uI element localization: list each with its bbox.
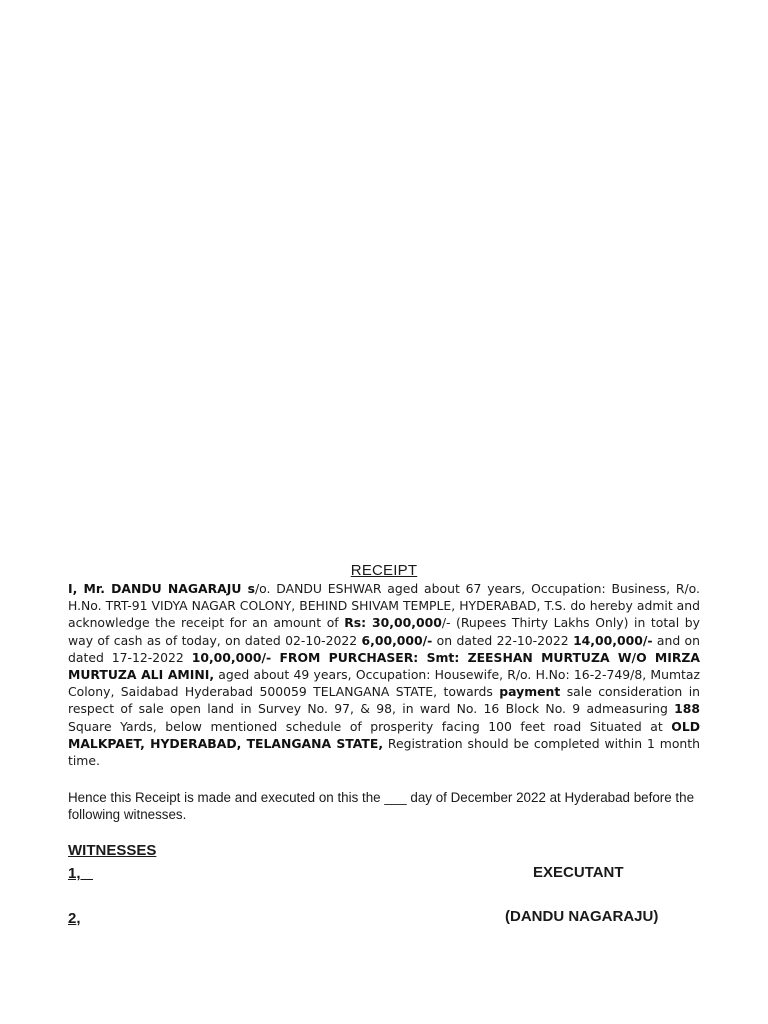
- witnesses-heading: WITNESSES: [68, 842, 157, 859]
- witness-1-line: 1,: [68, 865, 94, 882]
- body-text: /- (Rupees Thirty Lakhs Only) in total by way of cash as of today, on dated 02-10-2022: [68, 615, 700, 648]
- body-bold-amount: Rs: 30,00,000: [344, 615, 442, 631]
- body-text: sale consideration in respect of sale open land in Survey No. 97, & 98, in ward No. 16 Block No. 9 admeasuring: [68, 684, 701, 717]
- body-bold-location: OLD MALKPAET, HYDERABAD, TELANGANA STATE,: [68, 718, 700, 751]
- body-bold-payment: payment: [499, 684, 561, 700]
- witness-2-line: [68, 910, 81, 927]
- body-text: and on dated 17-12-2022: [68, 632, 700, 665]
- body-text: /o. DANDU ESHWAR aged about 67 years, Occupation: Business, R/o. H.No. TRT-91 VIDYA NAGAR COLONY, BEHIND SHIVAM TEMPLE, HYDERABAD, T.S. do hereby admit and acknowledge the receipt for an amount of: [68, 581, 700, 631]
- body-text: aged about 49 years, Occupation: Housewife, R/o. H.No: 16-2-749/8, Mumtaz Colony, Saidabad Hyderabad 500059 TELANGANA STATE, towards: [68, 667, 700, 700]
- body-text: on dated 22-10-2022: [432, 632, 574, 648]
- executant-label: EXECUTANT: [533, 864, 624, 881]
- body-bold-installment-1: 6,00,000/-: [361, 632, 433, 648]
- witness-2-separator: ,: [76, 910, 81, 927]
- receipt-body-paragraph: [68, 580, 700, 769]
- executant-name: (DANDU NAGARAJU): [505, 908, 659, 925]
- receipt-title: RECEIPT: [350, 562, 418, 579]
- body-bold-executant: I, Mr. DANDU NAGARAJU s: [68, 581, 255, 596]
- body-bold-purchaser: 10,00,000/- FROM PURCHASER: Smt: ZEESHAN MURTUZA W/O MIRZA MURTUZA ALI AMINI,: [68, 649, 700, 683]
- body-bold-area: 188: [674, 701, 700, 717]
- body-text: Square Yards, below mentioned schedule of prosperity facing 100 feet road Situated at: [68, 718, 672, 734]
- execution-statement: Hence this Receipt is made and executed on this the ___ day of December 2022 at Hyderabad before the following witnesses.: [68, 790, 695, 822]
- witness-2-number: 2: [68, 910, 77, 927]
- body-text: Registration should be completed within 1 month time.: [68, 735, 700, 769]
- body-bold-installment-2: 14,00,000/-: [573, 632, 653, 648]
